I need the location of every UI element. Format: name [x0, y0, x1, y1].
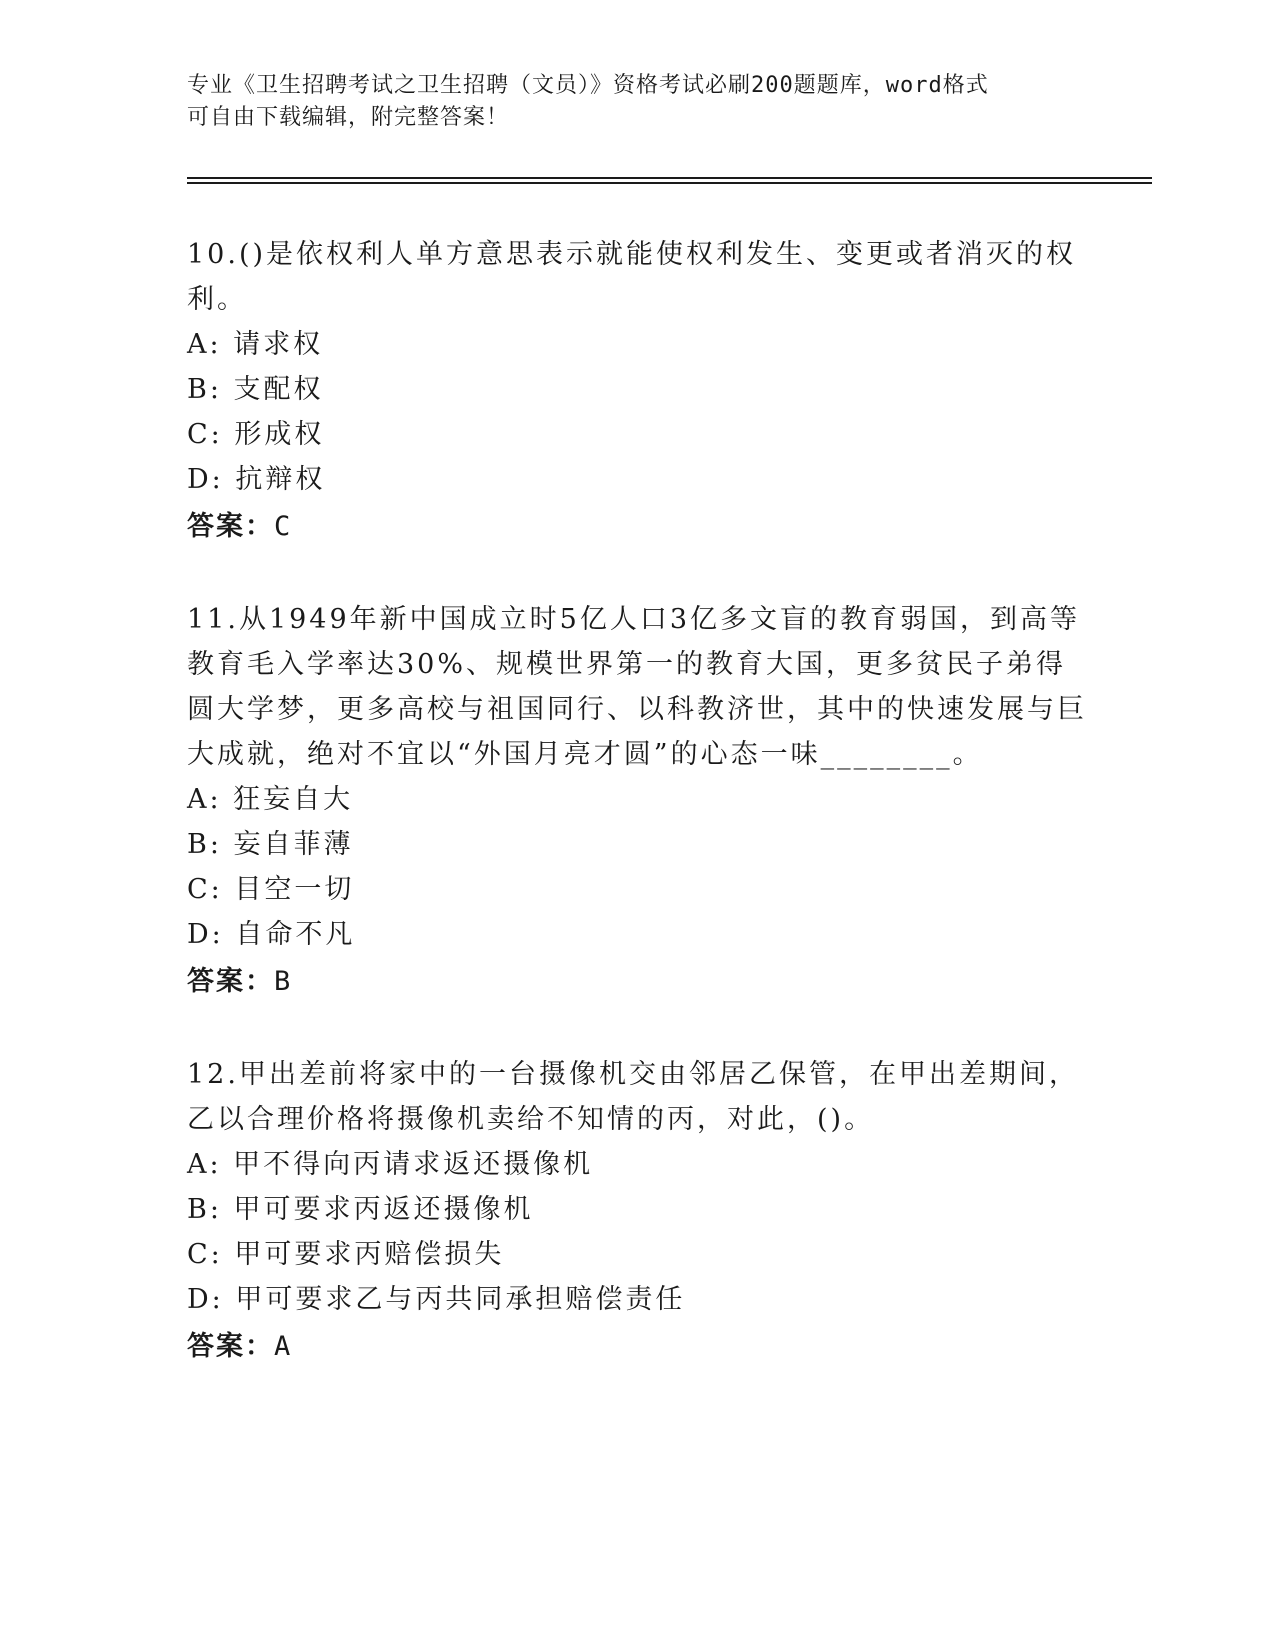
- option-d: D: 甲可要求乙与丙共同承担赔偿责任: [187, 1284, 686, 1315]
- answer-line: [187, 1324, 1087, 1369]
- answer-value: B: [274, 966, 293, 997]
- answer-label: 答案：: [187, 1331, 274, 1362]
- answer-line: [187, 959, 1087, 1004]
- question-12: [187, 1052, 1087, 1369]
- option-a: A: 甲不得向丙请求返还摄像机: [187, 1149, 594, 1180]
- answer-value: C: [274, 511, 293, 542]
- option-d: D: 自命不凡: [187, 919, 356, 950]
- document-header: [187, 70, 1087, 134]
- question-stem: 11.从1949年新中国成立时5亿人口3亿多文盲的教育弱国，到高等教育毛入学率达30%、规模世界第一的教育大国，更多贫民子弟得圆大学梦，更多高校与祖国同行、以科教济世，其中的快速发展与巨大成就，绝对不宜以“外国月亮才圆”的心态一味________。: [187, 604, 1087, 770]
- question-10: [187, 232, 1087, 549]
- option-b: B: 甲可要求丙返还摄像机: [187, 1194, 534, 1225]
- option-a: A: 请求权: [187, 329, 324, 360]
- question-stem: 10.()是依权利人单方意思表示就能使权利发生、变更或者消灭的权利。: [187, 239, 1077, 315]
- answer-value: A: [274, 1331, 293, 1362]
- option-c: C: 形成权: [187, 419, 325, 450]
- option-b: B: 支配权: [187, 374, 324, 405]
- question-stem: 12.甲出差前将家中的一台摄像机交由邻居乙保管，在甲出差期间，乙以合理价格将摄像机卖给不知情的丙，对此，()。: [187, 1059, 1079, 1135]
- answer-label: 答案：: [187, 511, 274, 542]
- header-divider-bottom: [187, 182, 1152, 184]
- option-a: A: 狂妄自大: [187, 784, 354, 815]
- header-divider-top: [187, 177, 1152, 179]
- option-c: C: 甲可要求丙赔偿损失: [187, 1239, 505, 1270]
- answer-line: [187, 504, 1087, 549]
- header-title-line-1: 专业《卫生招聘考试之卫生招聘（文员）》资格考试必刷200题题库，word格式: [187, 73, 989, 98]
- question-11: [187, 597, 1087, 1004]
- option-b: B: 妄自菲薄: [187, 829, 354, 860]
- answer-label: 答案：: [187, 966, 274, 997]
- question-list: [187, 232, 1087, 1417]
- option-c: C: 目空一切: [187, 874, 355, 905]
- option-d: D: 抗辩权: [187, 464, 326, 495]
- header-title-line-2: 可自由下载编辑，附完整答案！: [187, 105, 510, 130]
